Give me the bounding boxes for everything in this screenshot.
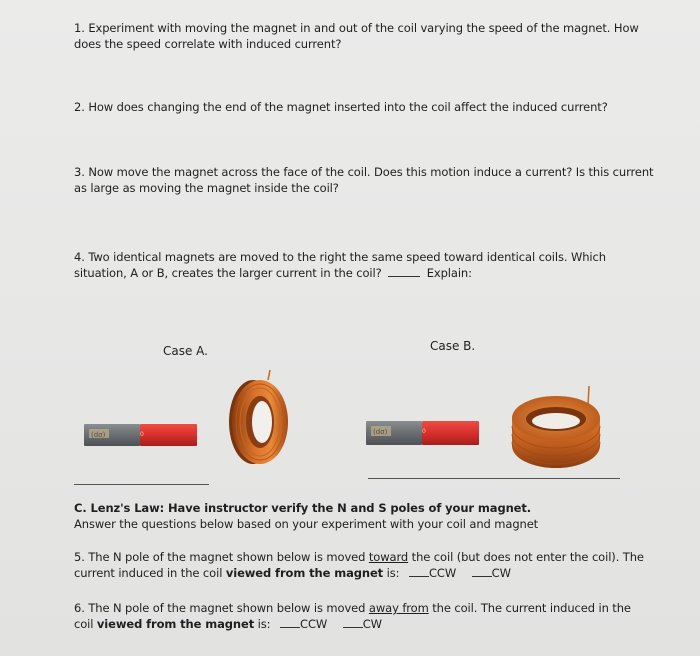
question-6-line-1: [74, 600, 631, 616]
question-6-line-2: [74, 616, 631, 632]
question-5-line-1: [74, 549, 644, 565]
question-5-toward: toward: [368, 550, 409, 564]
case-b-answer-line[interactable]: [368, 478, 620, 479]
option-ccw-q6: CCW: [300, 617, 328, 631]
question-6-text-a: 6. The N pole of the magnet shown below is moved: [74, 601, 369, 615]
question-6-away-from: away from: [368, 601, 429, 615]
answer-blank-q5-ccw[interactable]: [409, 575, 429, 577]
case-a-magnet: [84, 420, 199, 448]
answer-blank-q6-cw[interactable]: [343, 626, 363, 628]
question-4-line-1: 4. Two identical magnets are moved to the right the same speed toward identical coils. Which: [74, 250, 606, 264]
question-1-line-2: does the speed correlate with induced current?: [74, 37, 342, 51]
question-3-line-1: 3. Now move the magnet across the face of the coil. Does this motion induce a current? Is this current: [74, 165, 654, 179]
answer-blank-q6-ccw[interactable]: [280, 626, 300, 628]
answer-blank-q4[interactable]: [388, 275, 420, 277]
question-5-text-b: the coil (but does not enter the coil). The: [408, 550, 644, 564]
option-cw-q6: CW: [362, 617, 382, 631]
svg-text:(dσ): (dσ): [373, 428, 388, 436]
question-3-line-2: as large as moving the magnet inside the coil?: [74, 181, 339, 195]
question-5-text-d: is:: [383, 566, 400, 580]
answer-blank-q5-cw[interactable]: [472, 575, 492, 577]
question-1: [74, 20, 639, 52]
lenz-section: [74, 500, 538, 532]
question-5-text-c: current induced in the coil: [74, 566, 226, 580]
case-a-answer-line[interactable]: [74, 484, 209, 485]
case-b-coil: [508, 384, 604, 474]
svg-text:(dσ): (dσ): [91, 431, 106, 439]
case-b-label: Case B.: [430, 339, 476, 353]
lenz-subtitle: Answer the questions below based on your experiment with your coil and magnet: [74, 517, 539, 531]
svg-text:0: 0: [422, 428, 426, 435]
question-5-viewed: viewed from the magnet: [225, 566, 384, 580]
question-5: [74, 549, 644, 581]
question-2: [74, 99, 608, 115]
question-5-text-a: 5. The N pole of the magnet shown below is moved: [74, 550, 369, 564]
case-b-magnet: [366, 417, 481, 447]
question-2-line-1: 2. How does changing the end of the magnet inserted into the coil affect the induced current?: [74, 100, 608, 114]
question-4-line-2: [74, 265, 606, 281]
case-a-label: Case A.: [163, 344, 208, 358]
lenz-title: C. Lenz's Law: Have instructor verify the N and S poles of your magnet.: [74, 501, 532, 515]
option-ccw-q5: CCW: [428, 566, 457, 580]
question-6-text-c: coil: [74, 617, 97, 631]
question-6-viewed: viewed from the magnet: [96, 617, 255, 631]
question-3: [74, 164, 653, 196]
option-cw-q5: CW: [491, 566, 511, 580]
question-1-line-1: 1. Experiment with moving the magnet in and out of the coil varying the speed of the magnet. How: [74, 21, 639, 35]
question-6-text-d: is:: [254, 617, 271, 631]
question-6: [74, 600, 631, 632]
svg-text:0: 0: [140, 431, 144, 438]
question-4-explain: Explain:: [426, 266, 472, 280]
question-4-line-2-text: situation, A or B, creates the larger current in the coil?: [74, 266, 382, 280]
question-5-line-2: [74, 565, 644, 581]
case-a-coil: [218, 376, 298, 468]
question-4: [74, 249, 606, 281]
question-6-text-b: the coil. The current induced in the: [428, 601, 631, 615]
